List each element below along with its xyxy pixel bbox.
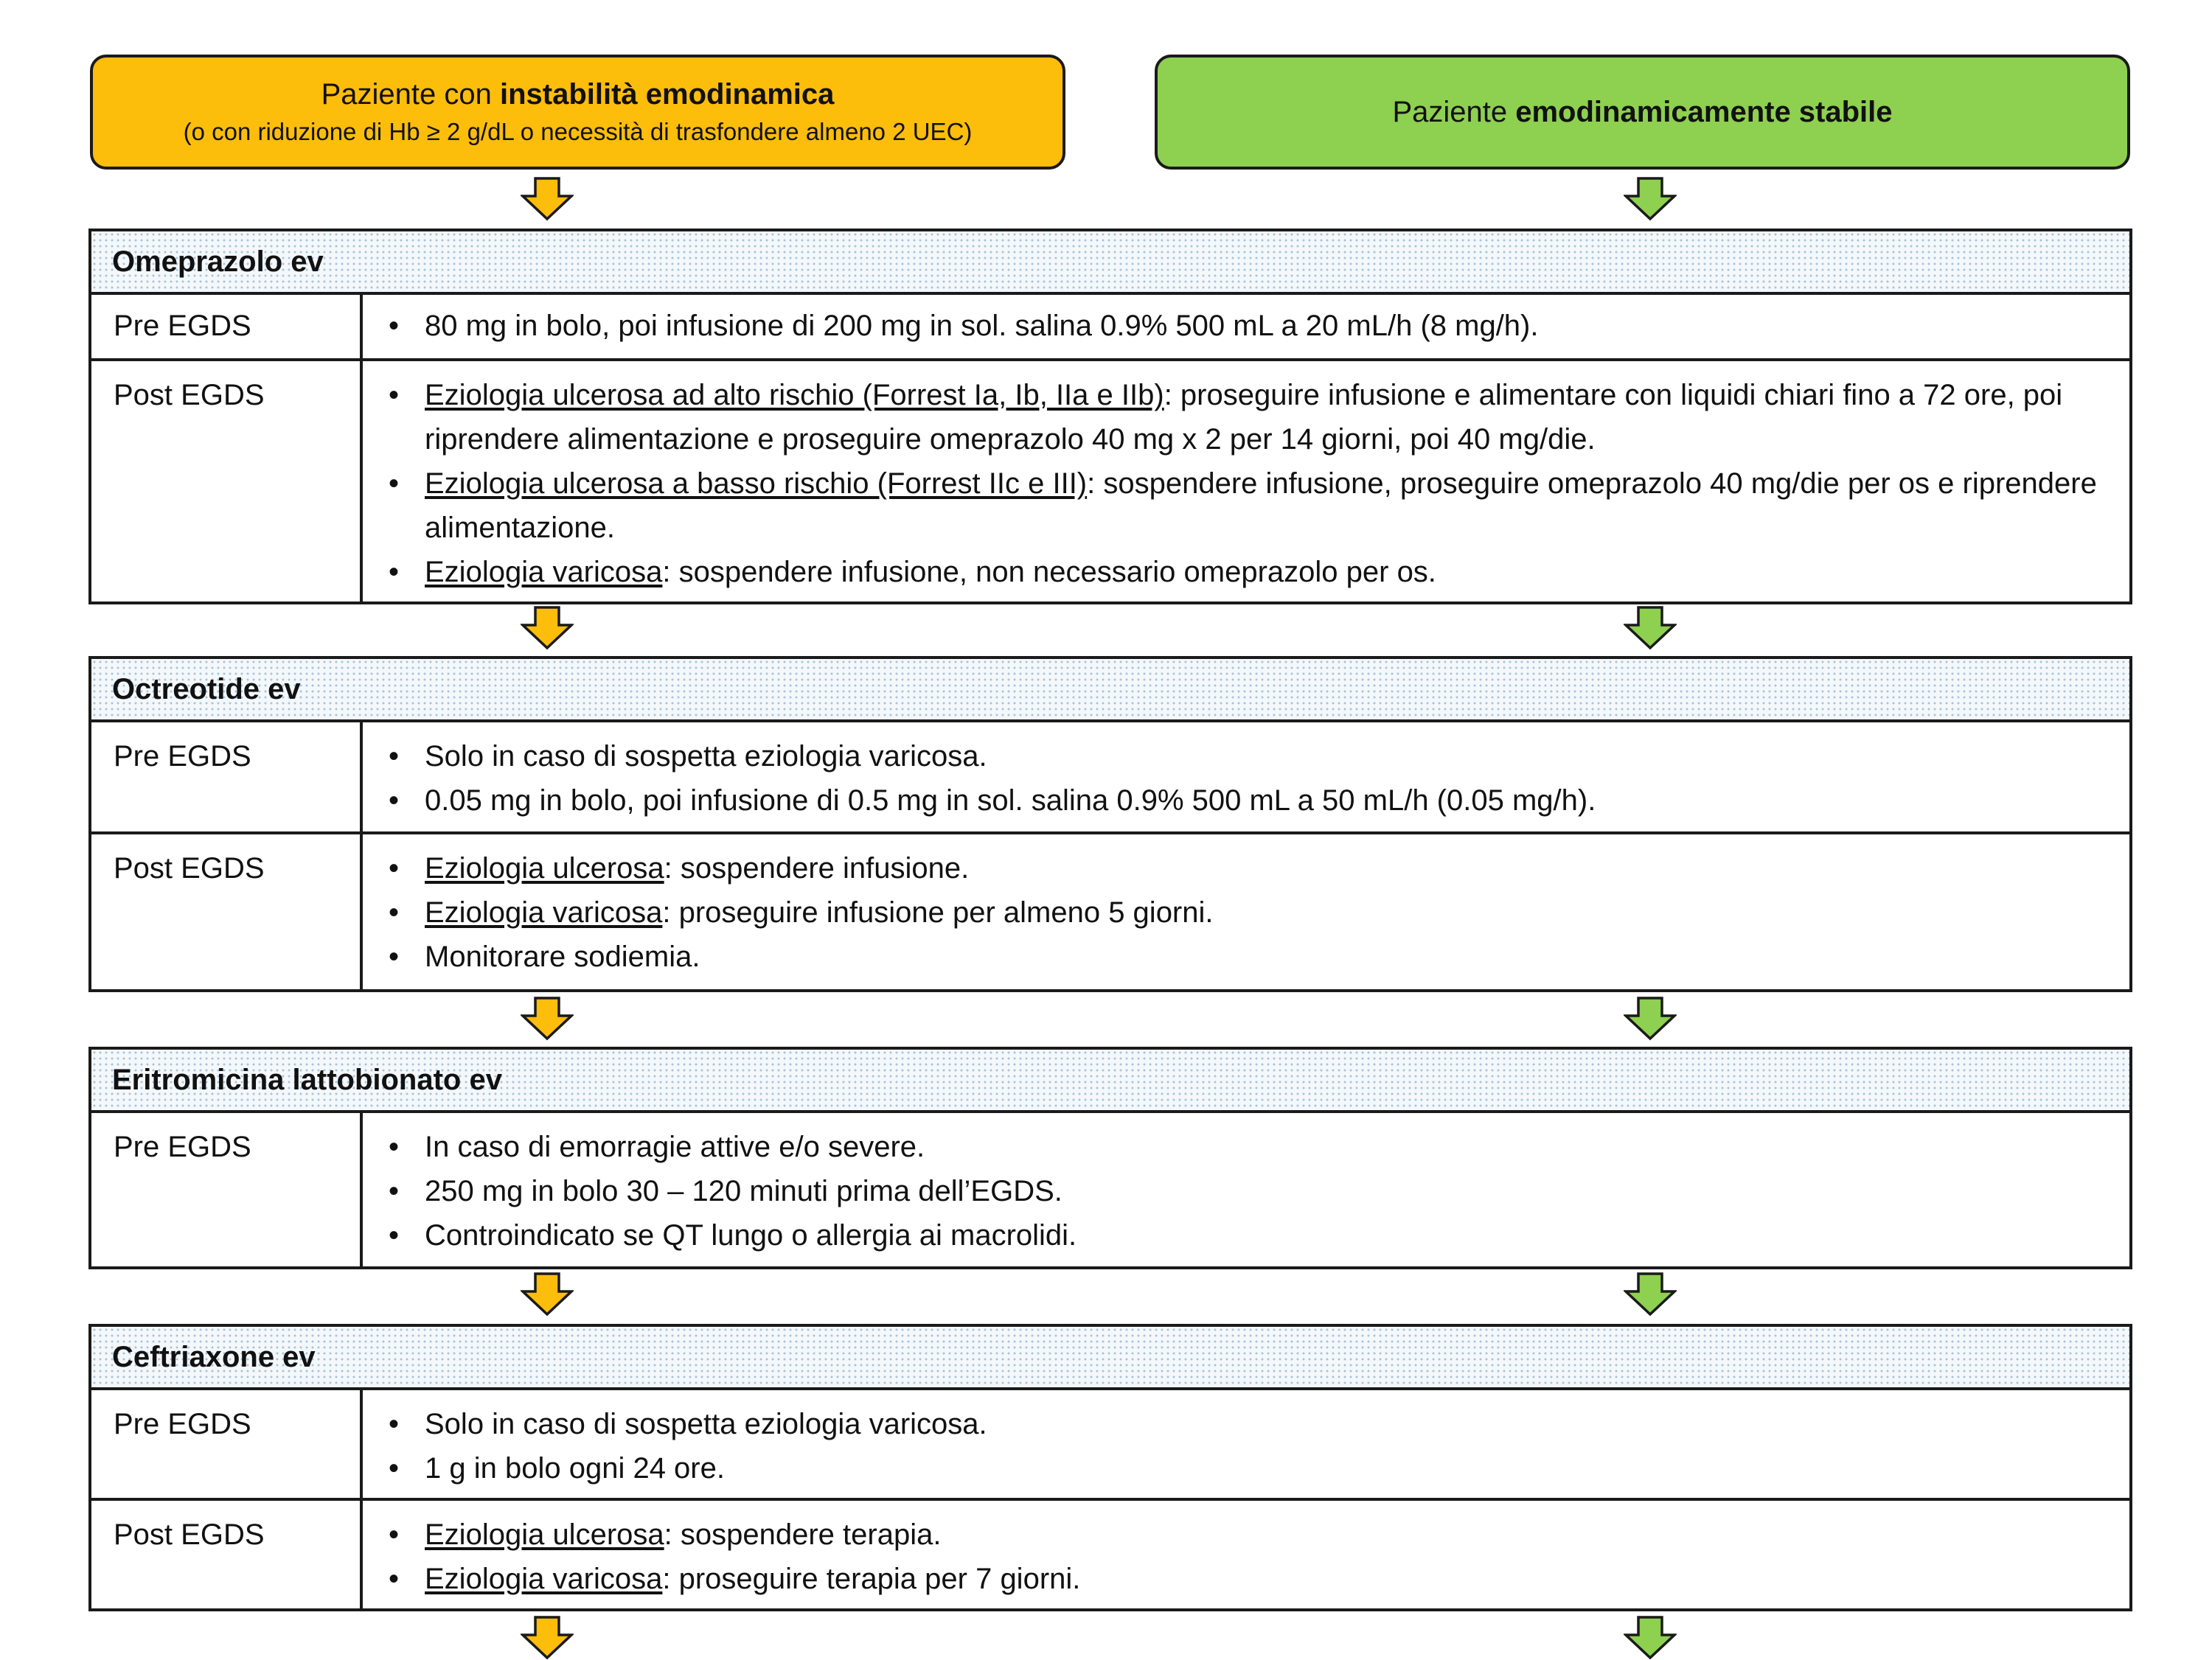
- post-egds-row: [91, 1501, 2129, 1608]
- pre-egds-row: [91, 295, 2129, 361]
- section-title: Octreotide ev: [91, 659, 2129, 722]
- pre-egds-row: [91, 722, 2129, 834]
- list-item: • In caso di emorragie attive e/o severe.: [388, 1131, 925, 1163]
- row-label: Pre EGDS: [91, 1113, 363, 1266]
- list-item: • Controindicato se QT lungo o allergia ai macrolidi.: [388, 1219, 1077, 1252]
- list-item: • Eziologia varicosa: proseguire infusione per almeno 5 giorni.: [388, 896, 1214, 929]
- eritromicina-section: [88, 1047, 2132, 1269]
- arrow-down-icon: [1624, 1272, 1677, 1317]
- stable-prefix: Paziente: [1392, 96, 1516, 128]
- arrow-down-icon: [1624, 606, 1677, 650]
- row-label: Pre EGDS: [91, 722, 363, 831]
- post-egds-row: [91, 834, 2129, 989]
- arrow-down-icon: [521, 177, 574, 221]
- row-label: Post EGDS: [91, 1501, 363, 1608]
- unstable-criteria: (o con riduzione di Hb ≥ 2 g/dL o necessità di trasfondere almeno 2 UEC): [183, 118, 973, 145]
- list-item: • Eziologia ulcerosa a basso rischio (Forrest IIc e III): sospendere infusione, proseguire omeprazolo 40 mg/die per os e riprendere alimentazione.: [388, 467, 2097, 544]
- list-item: • Eziologia ulcerosa: sospendere infusione.: [388, 852, 970, 885]
- unstable-patient-box: [90, 55, 1065, 170]
- list-item: • 1 g in bolo ogni 24 ore.: [388, 1452, 725, 1485]
- row-label: Pre EGDS: [91, 295, 363, 358]
- row-label: Post EGDS: [91, 834, 363, 989]
- arrow-down-icon: [1624, 177, 1677, 221]
- ceftriaxone-section: [88, 1324, 2132, 1611]
- arrow-down-icon: [1624, 1616, 1677, 1660]
- unstable-prefix: Paziente con: [321, 78, 500, 111]
- arrow-down-icon: [521, 1616, 574, 1660]
- row-label: Pre EGDS: [91, 1390, 363, 1498]
- row-label: Post EGDS: [91, 361, 363, 601]
- arrow-down-icon: [521, 997, 574, 1041]
- stable-bold: emodinamicamente stabile: [1515, 96, 1893, 128]
- section-title: Ceftriaxone ev: [91, 1327, 2129, 1390]
- list-item: • 80 mg in bolo, poi infusione di 200 mg in sol. salina 0.9% 500 mL a 20 mL/h (8 mg/h).: [388, 310, 1539, 342]
- section-title: Omeprazolo ev: [91, 231, 2129, 295]
- pre-egds-row: [91, 1113, 2129, 1266]
- list-item: • Eziologia varicosa: sospendere infusione, non necessario omeprazolo per os.: [388, 556, 1436, 588]
- arrow-down-icon: [1624, 997, 1677, 1041]
- list-item: • Solo in caso di sospetta eziologia varicosa.: [388, 1408, 987, 1440]
- omeprazolo-section: [88, 229, 2132, 604]
- arrow-down-icon: [521, 606, 574, 650]
- list-item: • 250 mg in bolo 30 – 120 minuti prima dell’EGDS.: [388, 1175, 1062, 1207]
- list-item: • Monitorare sodiemia.: [388, 941, 700, 973]
- pre-egds-row: [91, 1390, 2129, 1501]
- list-item: • Eziologia varicosa: proseguire terapia per 7 giorni.: [388, 1563, 1081, 1595]
- list-item: • Solo in caso di sospetta eziologia varicosa.: [388, 740, 987, 773]
- unstable-bold: instabilità emodinamica: [499, 78, 835, 111]
- list-item: • 0.05 mg in bolo, poi infusione di 0.5 mg in sol. salina 0.9% 500 mL a 50 mL/h (0.05 mg/h).: [388, 784, 1596, 817]
- list-item: • Eziologia ulcerosa ad alto rischio (Forrest Ia, Ib, IIa e IIb): proseguire infusione e alimentare con liquidi chiari fino a 72 ore, poi riprendere alimentazione e proseguire omeprazolo 40 mg x 2 per 14 giorni, poi 40 mg/die.: [388, 379, 2063, 456]
- arrow-down-icon: [521, 1272, 574, 1317]
- octreotide-section: [88, 656, 2132, 992]
- list-item: • Eziologia ulcerosa: sospendere terapia.: [388, 1518, 942, 1551]
- section-title: Eritromicina lattobionato ev: [91, 1050, 2129, 1113]
- post-egds-row: [91, 361, 2129, 601]
- stable-patient-box: [1155, 55, 2130, 170]
